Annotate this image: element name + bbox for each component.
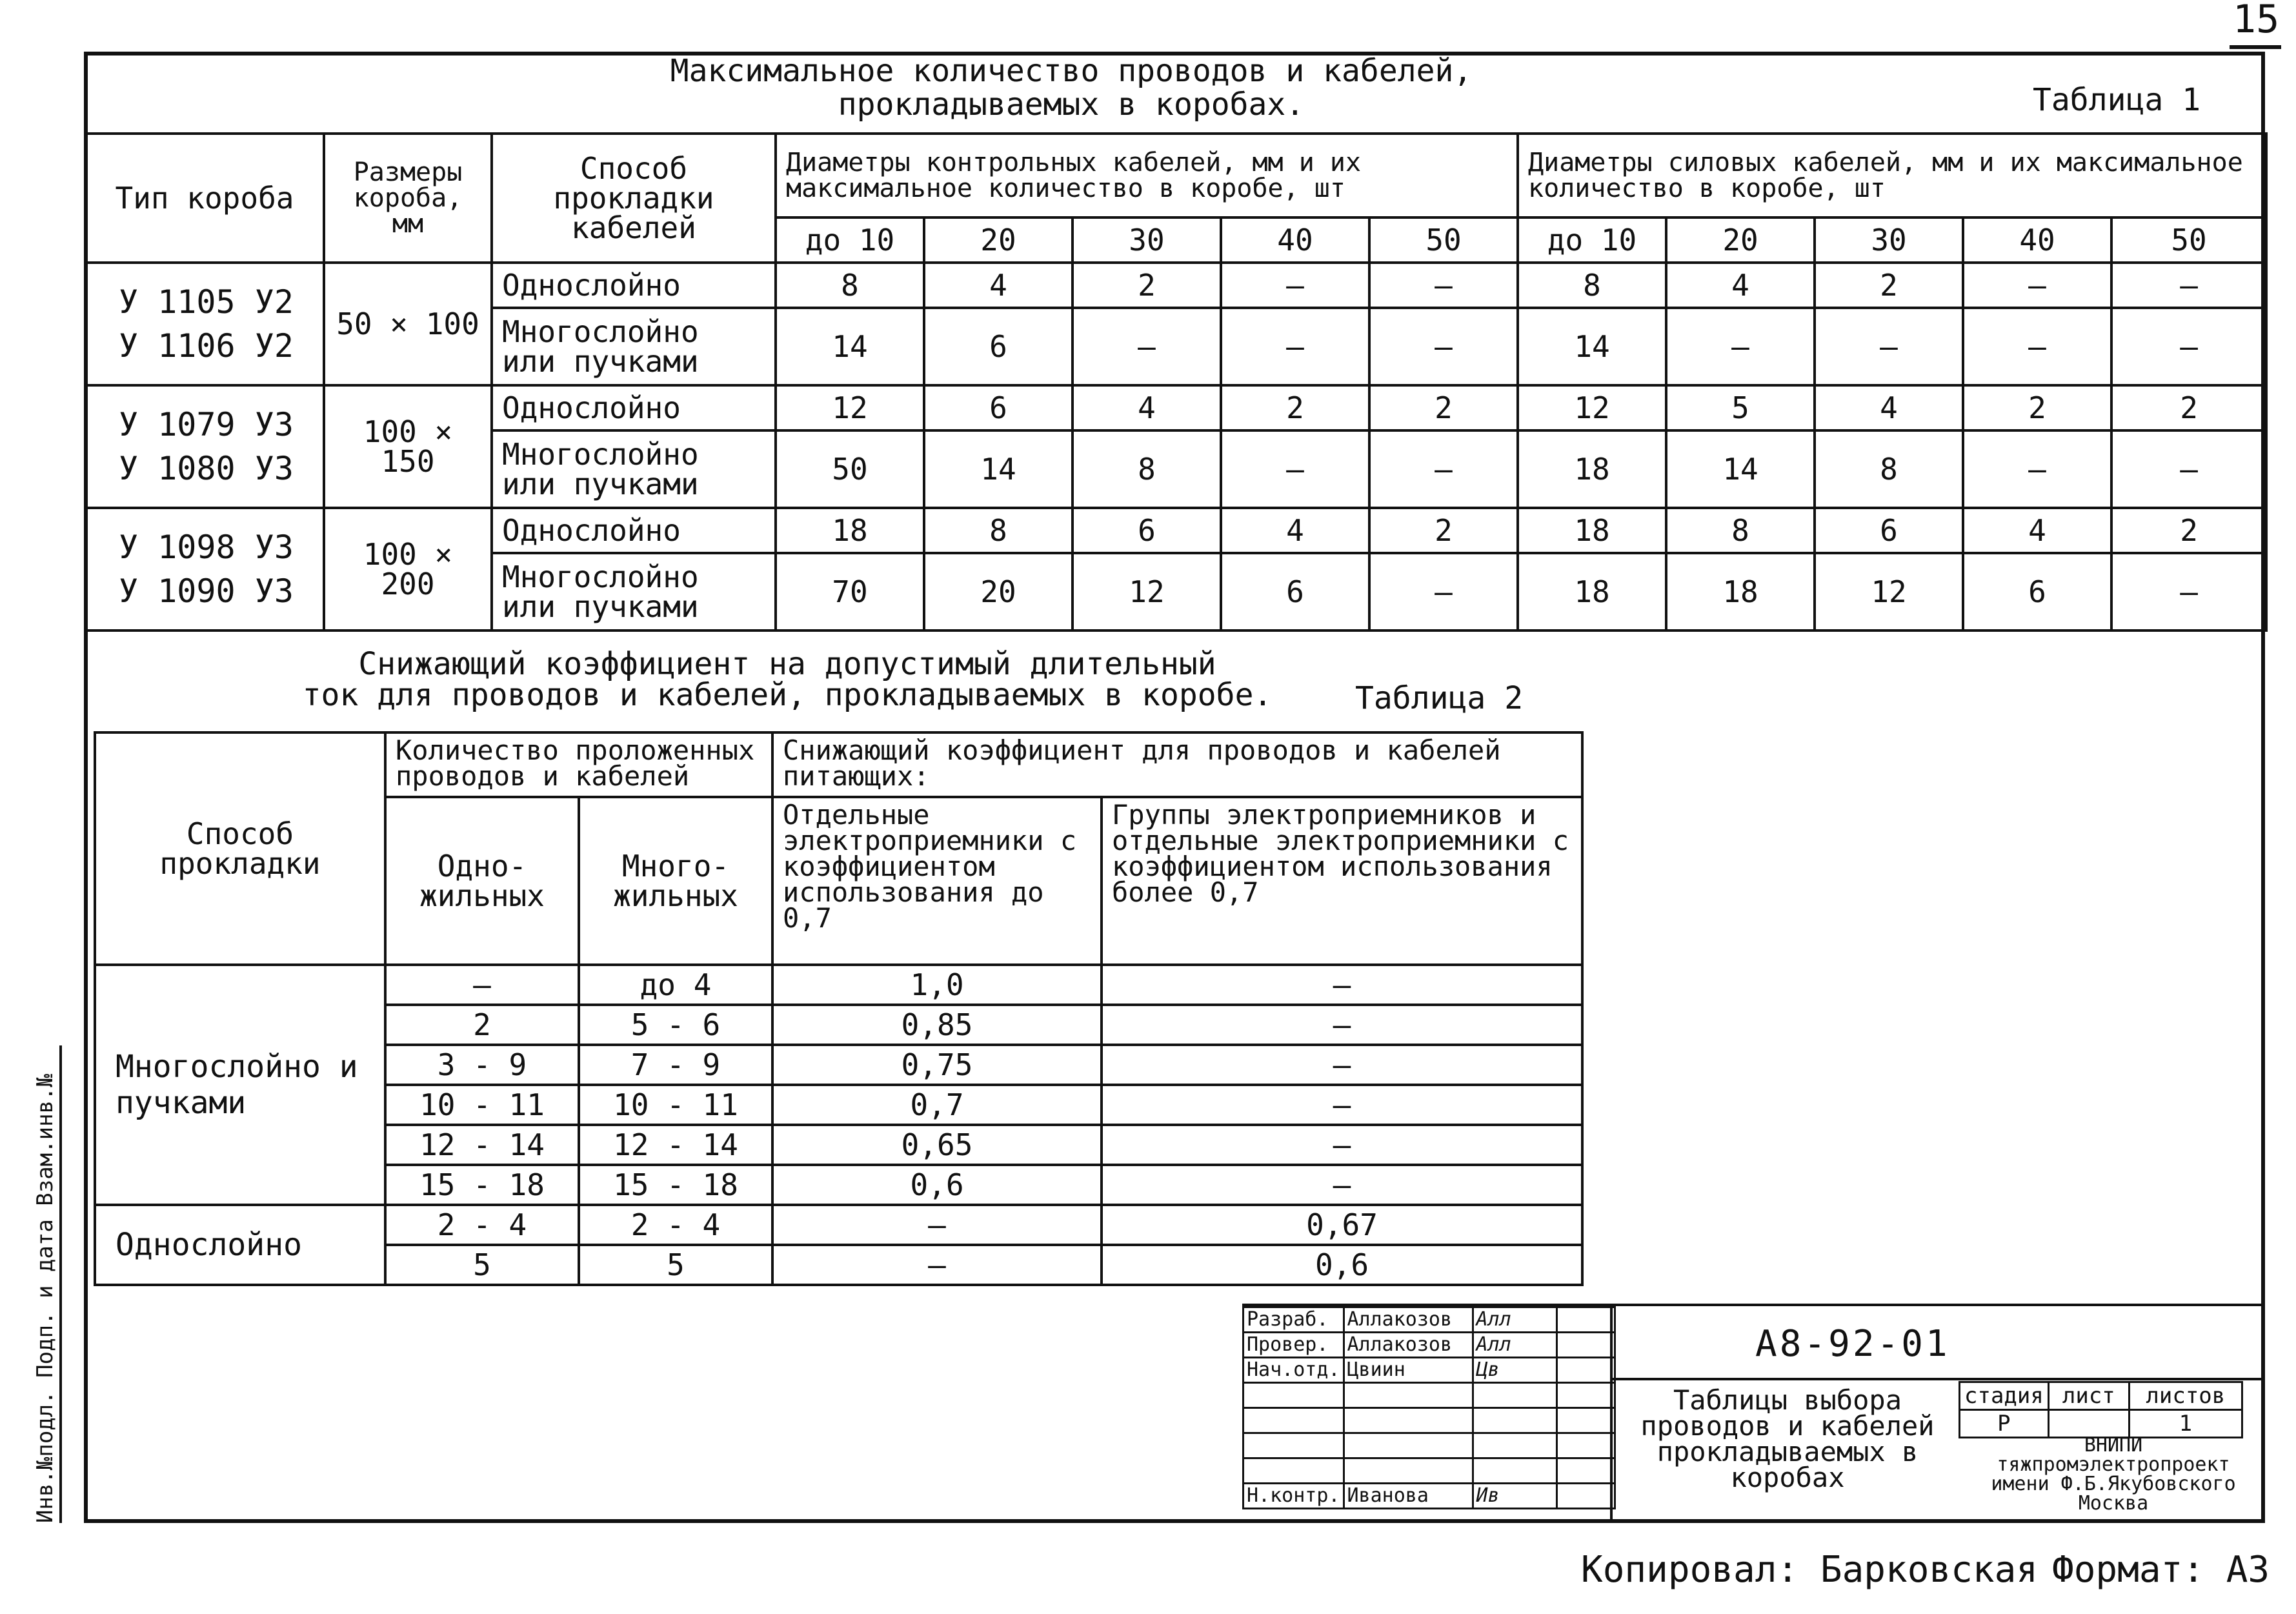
power-count-cell: — [1963, 430, 2111, 508]
coef-b-cell: — [1102, 1005, 1582, 1045]
control-count-cell: 2 [1369, 385, 1518, 430]
power-count-cell: — [2111, 263, 2266, 308]
signature-name [1344, 1433, 1473, 1458]
signature-name: Цвиин [1344, 1358, 1473, 1383]
signature-date [1556, 1307, 1615, 1333]
power-count-cell: 2 [1815, 263, 1963, 308]
power-count-cell: 8 [1815, 430, 1963, 508]
coef-a-cell: 0,65 [772, 1125, 1102, 1165]
control-count-cell: 12 [776, 385, 924, 430]
table1-title [619, 54, 1523, 121]
power-count-cell: 2 [1963, 385, 2111, 430]
sheets-label: листов [2129, 1382, 2242, 1410]
signature-date [1556, 1433, 1615, 1458]
table-row [95, 1205, 1582, 1245]
control-count-cell: 8 [924, 508, 1072, 553]
coef-multi-cell: 7 - 9 [579, 1045, 772, 1085]
control-diameter-header: 50 [1369, 217, 1518, 263]
table2-title-line2: ток для проводов и кабелей, прокладываемых в коробе. [302, 677, 1273, 713]
signature-date [1556, 1383, 1615, 1408]
power-count-cell: 14 [1518, 308, 1666, 385]
signature-sign [1473, 1458, 1556, 1484]
control-count-cell: 2 [1072, 263, 1221, 308]
power-count-cell: 4 [1963, 508, 2111, 553]
power-count-cell: 2 [2111, 508, 2266, 553]
t2-header-method: Способ прокладки [95, 732, 385, 965]
coef-multi-cell: 10 - 11 [579, 1085, 772, 1125]
copied-by: Копировал: Барковская [1581, 1549, 2039, 1591]
sheet-format: Формат: А3 [2052, 1549, 2270, 1591]
power-count-cell: 6 [1963, 553, 2111, 630]
t2-header-coef-a: Отдельные электроприемники с коэффициентом использования до 0,7 [772, 797, 1102, 965]
signature-role: Провер. [1244, 1333, 1344, 1358]
power-count-cell: 4 [1815, 385, 1963, 430]
coef-multi-cell: 5 [579, 1245, 772, 1285]
control-count-cell: 2 [1369, 508, 1518, 553]
coef-b-cell: — [1102, 1165, 1582, 1205]
power-count-cell: — [1963, 308, 2111, 385]
sheet-corner-number: 15 [2233, 0, 2280, 42]
coef-a-cell: 0,75 [772, 1045, 1102, 1085]
signature-name [1344, 1458, 1473, 1484]
coef-a-cell: 1,0 [772, 965, 1102, 1005]
control-diameter-header: 30 [1072, 217, 1221, 263]
header-size: Размеры короба, мм [324, 134, 492, 263]
control-count-cell: 6 [1221, 553, 1369, 630]
control-count-cell: 6 [924, 385, 1072, 430]
power-count-cell: 18 [1518, 553, 1666, 630]
signature-date [1556, 1458, 1615, 1484]
power-count-cell: — [1963, 263, 2111, 308]
signature-name [1344, 1383, 1473, 1408]
org-line3: имени Ф.Б.Якубовского [1991, 1473, 2236, 1495]
sheets-value: 1 [2129, 1410, 2242, 1438]
coef-b-cell: — [1102, 1085, 1582, 1125]
control-count-cell: — [1369, 263, 1518, 308]
coef-a-cell: — [772, 1245, 1102, 1285]
coef-single-cell: – [385, 965, 579, 1005]
power-count-cell: 12 [1518, 385, 1666, 430]
power-count-cell: 18 [1518, 508, 1666, 553]
power-count-cell: 8 [1518, 263, 1666, 308]
table2-body [95, 965, 1582, 1285]
signature-row [1244, 1383, 1615, 1408]
signature-name: Аллакозов [1344, 1333, 1473, 1358]
power-diameter-header: 20 [1666, 217, 1815, 263]
power-count-cell: 14 [1666, 430, 1815, 508]
box-type-cell: У 1079 У3 У 1080 У3 [85, 385, 324, 508]
control-count-cell: 6 [924, 308, 1072, 385]
method-cell: Однослойно [492, 508, 776, 553]
control-count-cell: 4 [1072, 385, 1221, 430]
signature-date [1556, 1358, 1615, 1383]
document-description: Таблицы выбора проводов и кабелей прокладываемых в коробах [1640, 1384, 1935, 1493]
control-count-cell: — [1072, 308, 1221, 385]
signature-row [1244, 1358, 1615, 1383]
signature-row [1244, 1484, 1615, 1509]
coef-b-cell: 0,6 [1102, 1245, 1582, 1285]
method-cell: Многослойно или пучками [492, 430, 776, 508]
method-cell: Однослойно [492, 385, 776, 430]
sidebar-stamp: Инв.№подл. Подп. и дата Взам.инв.№ [32, 1074, 58, 1523]
coef-multi-cell: 12 - 14 [579, 1125, 772, 1165]
stage-table [1959, 1381, 2243, 1438]
org-line4: Москва [2078, 1492, 2149, 1515]
coef-single-cell: 2 - 4 [385, 1205, 579, 1245]
signature-row [1244, 1333, 1615, 1358]
coef-multi-cell: 15 - 18 [579, 1165, 772, 1205]
power-count-cell: — [2111, 553, 2266, 630]
signature-role: Разраб. [1244, 1307, 1344, 1333]
coef-single-cell: 12 - 14 [385, 1125, 579, 1165]
signature-name [1344, 1408, 1473, 1433]
control-count-cell: 14 [776, 308, 924, 385]
coef-single-cell: 3 - 9 [385, 1045, 579, 1085]
coef-multi-cell: 2 - 4 [579, 1205, 772, 1245]
signature-row [1244, 1307, 1615, 1333]
signature-name: Аллакозов [1344, 1307, 1473, 1333]
signature-role [1244, 1408, 1344, 1433]
table1 [84, 132, 2268, 632]
t2-header-coef-b: Группы электроприемников и отдельные электроприемники с коэффициентом использования более 0,7 [1102, 797, 1582, 965]
table1-title-line1: Максимальное количество проводов и кабелей, [670, 53, 1473, 89]
stage-label: стадия [1960, 1382, 2049, 1410]
coef-multi-cell: до 4 [579, 965, 772, 1005]
control-count-cell: 4 [924, 263, 1072, 308]
control-count-cell: — [1221, 430, 1369, 508]
table2-caption: Таблица 2 [1355, 680, 1524, 716]
t2-header-single: Одно-жильных [385, 797, 579, 965]
power-count-cell: — [1815, 308, 1963, 385]
table1-body [85, 263, 2266, 630]
power-count-cell: 2 [2111, 385, 2266, 430]
coef-b-cell: — [1102, 1125, 1582, 1165]
power-count-cell: — [2111, 308, 2266, 385]
power-count-cell: 18 [1666, 553, 1815, 630]
signature-sign: Алл [1473, 1307, 1556, 1333]
power-count-cell: — [1666, 308, 1815, 385]
signature-role [1244, 1458, 1344, 1484]
control-count-cell: — [1221, 308, 1369, 385]
table1-caption: Таблица 1 [2033, 82, 2201, 118]
coef-single-cell: 2 [385, 1005, 579, 1045]
power-count-cell: 5 [1666, 385, 1815, 430]
signature-date [1556, 1408, 1615, 1433]
coef-b-cell: — [1102, 965, 1582, 1005]
box-size-cell: 100 × 150 [324, 385, 492, 508]
box-type-cell: У 1105 У2 У 1106 У2 [85, 263, 324, 385]
coef-multi-cell: 5 - 6 [579, 1005, 772, 1045]
coef-a-cell: 0,7 [772, 1085, 1102, 1125]
organization [1962, 1436, 2265, 1513]
method-cell: Многослойно или пучками [492, 308, 776, 385]
signature-sign: Ив [1473, 1484, 1556, 1509]
control-count-cell: 70 [776, 553, 924, 630]
signature-date [1556, 1333, 1615, 1358]
table-row [85, 508, 2266, 553]
power-diameter-header: 30 [1815, 217, 1963, 263]
signature-role: Нач.отд. [1244, 1358, 1344, 1383]
signature-sign [1473, 1408, 1556, 1433]
org-line1: ВНИПИ [2084, 1434, 2143, 1457]
signature-role [1244, 1383, 1344, 1408]
coef-single-cell: 15 - 18 [385, 1165, 579, 1205]
t2-header-multi: Много-жильных [579, 797, 772, 965]
stage-value: Р [1960, 1410, 2049, 1438]
document-number: А8-92-01 [1755, 1323, 1950, 1365]
table-row [85, 263, 2266, 308]
method-cell: Однослойно [492, 263, 776, 308]
sidebar-divider [59, 1045, 62, 1523]
coef-a-cell: 0,85 [772, 1005, 1102, 1045]
signature-row [1244, 1433, 1615, 1458]
header-type: Тип короба [85, 134, 324, 263]
coef-single-cell: 5 [385, 1245, 579, 1285]
signature-table [1242, 1306, 1616, 1509]
t2-header-coef: Снижающий коэффициент для проводов и кабелей питающих: [772, 732, 1582, 797]
signature-row [1244, 1458, 1615, 1484]
t2-header-count: Количество проложенных проводов и кабелей [385, 732, 772, 797]
header-method: Способ прокладки кабелей [492, 134, 776, 263]
method-cell: Многослойно и пучками [95, 965, 385, 1205]
method-cell: Однослойно [95, 1205, 385, 1285]
signature-role: Н.контр. [1244, 1484, 1344, 1509]
box-size-cell: 50 × 100 [324, 263, 492, 385]
control-count-cell: — [1369, 308, 1518, 385]
control-count-cell: 4 [1221, 508, 1369, 553]
control-diameter-header: 40 [1221, 217, 1369, 263]
signature-sign: Цв [1473, 1358, 1556, 1383]
control-count-cell: 20 [924, 553, 1072, 630]
table1-title-line2: прокладываемых в коробах. [838, 86, 1305, 123]
control-count-cell: — [1369, 430, 1518, 508]
box-type-cell: У 1098 У3 У 1090 У3 [85, 508, 324, 630]
sheet-label: лист [2048, 1382, 2129, 1410]
signature-name: Иванова [1344, 1484, 1473, 1509]
control-count-cell: 12 [1072, 553, 1221, 630]
table2 [94, 731, 1584, 1286]
title-block-divider [1610, 1304, 1613, 1523]
power-count-cell: — [2111, 430, 2266, 508]
header-control-cables: Диаметры контрольных кабелей, мм и их максимальное количество в коробе, шт [776, 134, 1518, 217]
control-count-cell: 2 [1221, 385, 1369, 430]
control-count-cell: — [1369, 553, 1518, 630]
header-power-cables: Диаметры силовых кабелей, мм и их максимальное количество в коробе, шт [1518, 134, 2266, 217]
corner-divider [2230, 45, 2281, 49]
control-count-cell: 8 [776, 263, 924, 308]
coef-b-cell: 0,67 [1102, 1205, 1582, 1245]
coef-a-cell: 0,6 [772, 1165, 1102, 1205]
control-diameter-header: до 10 [776, 217, 924, 263]
coef-b-cell: — [1102, 1045, 1582, 1085]
table-row [95, 965, 1582, 1005]
signature-sign: Алл [1473, 1333, 1556, 1358]
control-diameter-header: 20 [924, 217, 1072, 263]
coef-a-cell: — [772, 1205, 1102, 1245]
signature-sign [1473, 1383, 1556, 1408]
signature-row [1244, 1408, 1615, 1433]
power-diameter-header: 50 [2111, 217, 2266, 263]
control-count-cell: — [1221, 263, 1369, 308]
table2-title [271, 646, 1304, 713]
power-count-cell: 8 [1666, 508, 1815, 553]
org-line2: тяжпромэлектропроект [1997, 1453, 2230, 1476]
power-diameter-header: 40 [1963, 217, 2111, 263]
box-size-cell: 100 × 200 [324, 508, 492, 630]
method-cell: Многослойно или пучками [492, 553, 776, 630]
control-count-cell: 8 [1072, 430, 1221, 508]
table2-title-line1: Снижающий коэффициент на допустимый длительный [358, 646, 1216, 682]
control-count-cell: 14 [924, 430, 1072, 508]
power-diameter-header: до 10 [1518, 217, 1666, 263]
table-row [85, 385, 2266, 430]
signature-role [1244, 1433, 1344, 1458]
control-count-cell: 18 [776, 508, 924, 553]
coef-single-cell: 10 - 11 [385, 1085, 579, 1125]
control-count-cell: 6 [1072, 508, 1221, 553]
power-count-cell: 6 [1815, 508, 1963, 553]
signature-sign [1473, 1433, 1556, 1458]
power-count-cell: 4 [1666, 263, 1815, 308]
power-count-cell: 12 [1815, 553, 1963, 630]
signature-date [1556, 1484, 1615, 1509]
control-count-cell: 50 [776, 430, 924, 508]
title-block-divider-h [1610, 1378, 2265, 1380]
power-count-cell: 18 [1518, 430, 1666, 508]
